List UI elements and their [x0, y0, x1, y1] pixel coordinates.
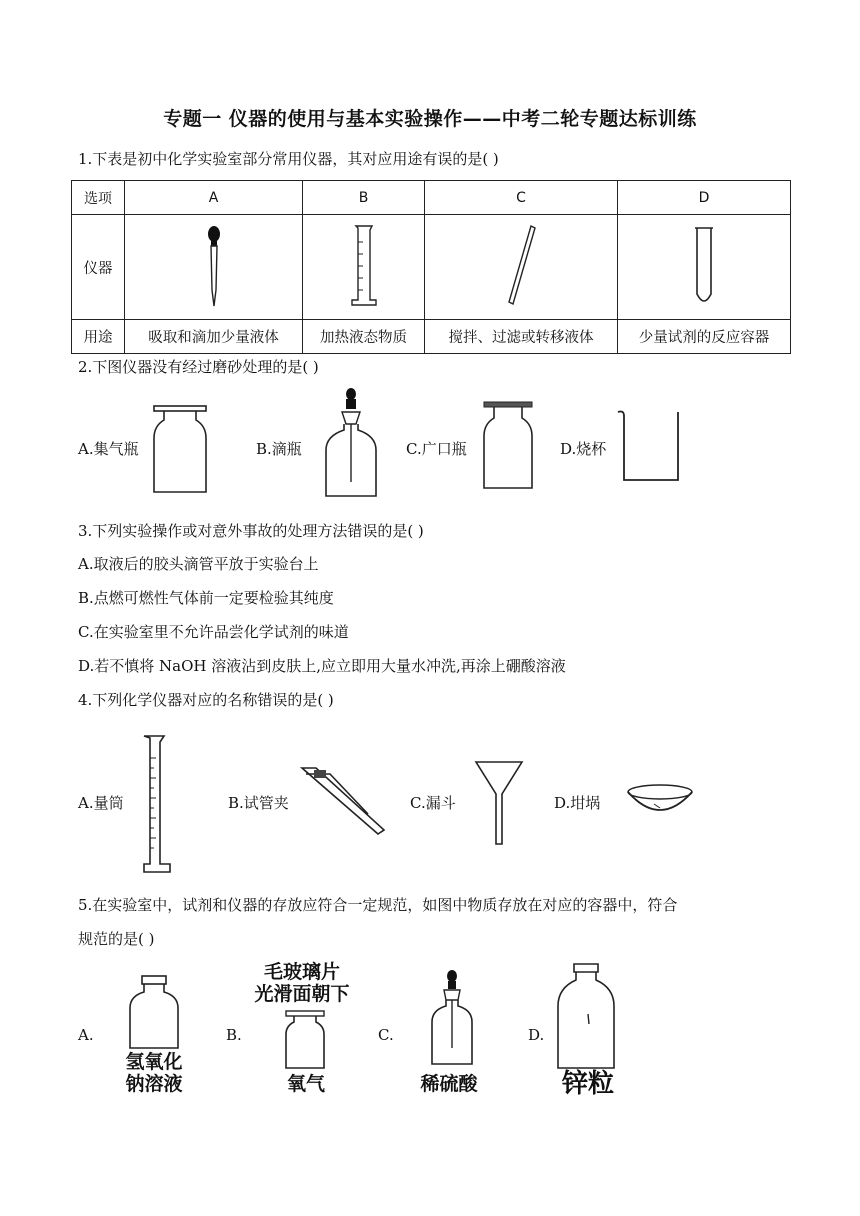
q3-option-b: B.点燃可燃性气体前一定要检验其纯度 — [78, 589, 334, 607]
table-header-option: 选项 — [72, 181, 125, 215]
funnel-icon — [474, 760, 524, 846]
q3-option-d: D.若不慎将 NaOH 溶液沾到皮肤上,应立即用大量水冲洗,再涂上硼酸溶液 — [78, 657, 566, 675]
dropper-icon — [194, 220, 234, 310]
table-header-c: C — [425, 181, 618, 215]
use-b: 加热液态物质 — [303, 320, 425, 354]
narrow-mouth-bottle-icon — [554, 962, 618, 1072]
dropping-bottle-icon — [428, 968, 476, 1068]
q2-option-a: A.集气瓶 — [78, 440, 139, 458]
cell-measuring-cylinder — [303, 215, 425, 320]
q2-option-d: D.烧杯 — [560, 440, 607, 458]
measuring-cylinder-icon — [344, 220, 384, 310]
row-label-use: 用途 — [72, 320, 125, 354]
instrument-table — [71, 180, 791, 354]
table-header-a: A — [125, 181, 303, 215]
test-tube-icon — [684, 220, 724, 310]
evaporating-dish-icon — [626, 782, 694, 822]
q5-option-d: D. — [528, 1026, 545, 1044]
q5-option-c: C. — [378, 1026, 394, 1044]
q5-option-a: A. — [78, 1026, 94, 1044]
q2-option-b: B.滴瓶 — [256, 440, 302, 458]
question-5-stem-line1: 5.在实验室中，试剂和仪器的存放应符合一定规范，如图中物质存放在对应的容器中，符合 — [78, 896, 678, 914]
label-sodium-hydroxide: 氢氧化 钠溶液 — [125, 1051, 183, 1095]
q4-option-c: C.漏斗 — [410, 794, 456, 812]
question-4-stem: 4.下列化学仪器对应的名称错误的是( ) — [78, 691, 334, 709]
q4-option-d: D.坩埚 — [554, 794, 601, 812]
use-c: 搅拌、过滤或转移液体 — [425, 320, 618, 354]
label-dilute-sulfuric-acid: 稀硫酸 — [420, 1073, 478, 1095]
table-header-d: D — [618, 181, 791, 215]
q4-option-a: A.量筒 — [78, 794, 124, 812]
measuring-cylinder-icon — [138, 732, 188, 876]
cell-test-tube — [618, 215, 791, 320]
cell-glass-rod — [425, 215, 618, 320]
question-2-stem: 2.下图仪器没有经过磨砂处理的是( ) — [78, 358, 319, 376]
q2-option-c: C.广口瓶 — [406, 440, 467, 458]
label-zinc-granules: 锌粒 — [561, 1069, 614, 1099]
label-oxygen: 氧气 — [286, 1073, 325, 1095]
use-a: 吸取和滴加少量液体 — [125, 320, 303, 354]
question-1-stem: 1.下表是初中化学实验室部分常用仪器，其对应用途有误的是( ) — [78, 150, 499, 168]
beaker-icon — [616, 408, 682, 484]
q3-option-a: A.取液后的胶头滴管平放于实验台上 — [78, 555, 319, 573]
row-label-instrument: 仪器 — [72, 215, 125, 320]
table-header-b: B — [303, 181, 425, 215]
dropping-bottle-icon — [322, 386, 380, 500]
gas-bottle-icon — [282, 1010, 328, 1070]
gas-jar-icon — [150, 404, 210, 496]
cell-dropper — [125, 215, 303, 320]
q3-option-c: C.在实验室里不允许品尝化学试剂的味道 — [78, 623, 349, 641]
q5-option-b: B. — [226, 1026, 242, 1044]
q4-option-b: B.试管夹 — [228, 794, 289, 812]
question-5-stem-line2: 规范的是( ) — [78, 930, 155, 948]
use-d: 少量试剂的反应容器 — [618, 320, 791, 354]
wide-mouth-bottle-icon — [480, 400, 536, 492]
question-3-stem: 3.下列实验操作或对意外事故的处理方法错误的是( ) — [78, 522, 424, 540]
glass-rod-icon — [491, 220, 551, 310]
reagent-bottle-icon — [126, 974, 182, 1052]
page-title: 专题一 仪器的使用与基本实验操作——中考二轮专题达标训练 — [163, 108, 697, 130]
label-ground-glass: 毛玻璃片 光滑面朝下 — [254, 961, 350, 1005]
test-tube-holder-icon — [296, 764, 388, 836]
